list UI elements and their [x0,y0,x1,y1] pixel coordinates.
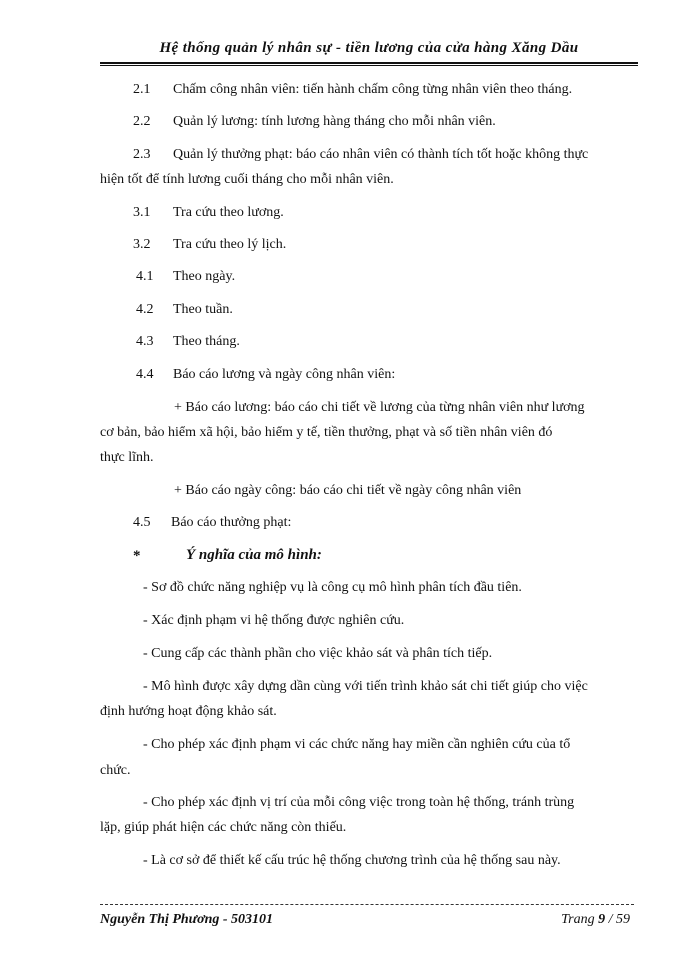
page-separator: / [608,912,613,927]
footer-page-number [530,912,630,928]
list-item [133,237,286,253]
item-number: 4.2 [136,302,154,317]
page-header-title: Hệ thống quản lý nhân sự - tiền lương của cửa hàng Xăng Dầu [159,40,579,56]
footer-rule [100,904,634,905]
item-text: Theo tháng. [173,334,240,349]
item-number: 3.1 [133,205,151,220]
item-text: Theo ngày. [173,269,236,284]
item-text: Báo cáo thưởng phạt: [171,515,292,530]
list-item [136,334,240,350]
page-total: 59 [616,912,630,927]
item-text: Theo tuần. [173,302,233,317]
item-text: Quản lý thưởng phạt: báo cáo nhân viên có thành tích tốt hoặc không thực [173,147,589,162]
point-line: - Xác định phạm vi hệ thống được nghiên cứu. [143,613,405,628]
point-line-continuation: định hướng hoạt động khảo sát. [100,704,277,719]
header-rule-thin [100,65,638,66]
item-text: Quản lý lương: tính lương hàng tháng cho mỗi nhân viên. [173,114,496,129]
item-text: Tra cứu theo lương. [173,205,284,220]
point-line: - Mô hình được xây dựng dần cùng với tiến trình khảo sát chi tiết giúp cho việc [143,679,588,694]
point-line-continuation: chức. [100,763,131,778]
list-item [133,515,291,531]
item-number: 3.2 [133,237,151,252]
footer-author: Nguyễn Thị Phương - 503101 [100,912,274,927]
list-item [133,114,496,130]
item-number: 4.5 [133,515,151,530]
list-item [136,269,235,285]
page-current: 9 [598,912,606,927]
item-number: 4.1 [136,269,154,284]
point-line-continuation: lặp, giúp phát hiện các chức năng còn thiếu. [100,820,347,835]
point-line: - Là cơ sở để thiết kế cấu trúc hệ thống chương trình của hệ thống sau này. [143,853,561,868]
section-title: Ý nghĩa của mô hình: [186,547,322,563]
point-line: - Cho phép xác định vị trí của mỗi công việc trong toàn hệ thống, tránh trùng [143,795,575,810]
sub-item-line: + Báo cáo ngày công: báo cáo chi tiết về ngày công nhân viên [174,483,522,498]
item-number: 2.2 [133,114,151,129]
item-text: Chấm công nhân viên: tiến hành chấm công từng nhân viên theo tháng. [173,82,573,97]
sub-item-line: thực lĩnh. [100,450,154,465]
point-line: - Cung cấp các thành phần cho việc khảo sát và phân tích tiếp. [143,646,493,661]
item-number: 4.3 [136,334,154,349]
header-rule [100,62,638,64]
item-text: Báo cáo lương và ngày công nhân viên: [173,367,396,382]
list-item [133,147,588,163]
list-item [136,367,395,383]
item-number: 2.3 [133,147,151,162]
list-item [133,205,284,221]
list-item [136,302,233,318]
point-line: - Cho phép xác định phạm vi các chức năng hay miền cần nghiên cứu của tổ [143,737,571,752]
sub-item-line: + Báo cáo lương: báo cáo chi tiết về lương của từng nhân viên như lương [174,400,585,415]
page-label: Trang [561,912,595,927]
point-line: - Sơ đồ chức năng nghiệp vụ là công cụ mô hình phân tích đầu tiên. [143,580,522,595]
item-number: 4.4 [136,367,154,382]
sub-item-line: cơ bản, bảo hiểm xã hội, bảo hiểm y tế, tiền thưởng, phạt và số tiền nhân viên đó [100,425,553,440]
item-text: Tra cứu theo lý lịch. [173,237,287,252]
item-number: 2.1 [133,82,151,97]
list-item [133,82,572,98]
section-bullet: * [133,548,141,564]
item-text-continuation: hiện tốt để tính lương cuối tháng cho mỗi nhân viên. [100,172,394,187]
